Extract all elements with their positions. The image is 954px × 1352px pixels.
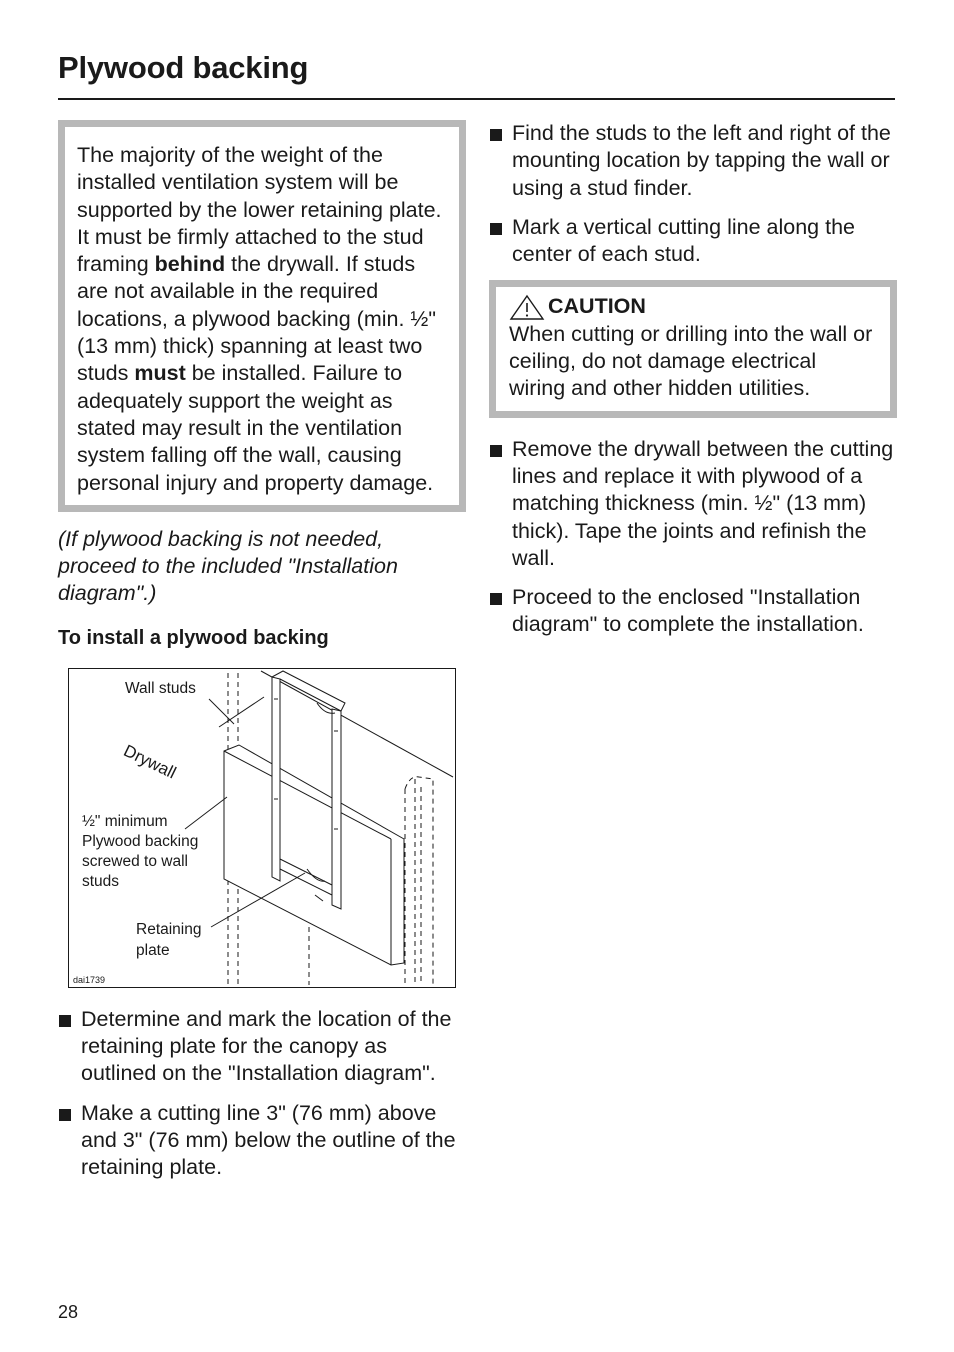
page-number: 28: [58, 1302, 79, 1322]
page-title: Plywood backing: [58, 50, 309, 85]
warning-box: [58, 120, 466, 512]
square-bullet-icon: [490, 223, 502, 235]
list-item: [489, 436, 897, 572]
title-divider: [58, 98, 895, 100]
right-bullet-list-bottom: [489, 436, 897, 639]
right-bullet-list-top: [489, 120, 897, 268]
label-plywood-line2: Plywood backing: [82, 832, 199, 850]
left-bullet-list: [58, 1006, 466, 1182]
warning-bold-must: must: [134, 361, 186, 386]
list-item: [489, 120, 897, 202]
warning-triangle-icon: [509, 294, 545, 320]
square-bullet-icon: [490, 445, 502, 457]
warning-text-part1: The majority of the weight of the installed ventilation system will be supported by the lower retaining plate. It must be firmly attached to the stud framing: [77, 143, 442, 277]
label-plywood-line4: studs: [82, 872, 120, 890]
list-item: [489, 584, 897, 639]
square-bullet-icon: [490, 129, 502, 141]
square-bullet-icon: [59, 1109, 71, 1121]
italic-note: (If plywood backing is not needed, proceed to the included "Installation diagram".): [58, 526, 398, 606]
label-wall-studs: Wall studs: [125, 679, 196, 697]
bullet-text: Proceed to the enclosed "Installation diagram" to complete the installation.: [512, 585, 864, 637]
label-plywood-line1: ½" minimum: [82, 812, 168, 830]
label-drywall: Drywall: [120, 740, 180, 783]
caution-heading: CAUTION: [548, 294, 646, 319]
warning-bold-behind: behind: [154, 252, 226, 277]
bullet-text: Find the studs to the left and right of the mounting location by tapping the wall or using a stud finder.: [512, 121, 891, 200]
bullet-text: Remove the drywall between the cutting lines and replace it with plywood of a matching thickness (min. ½" (13 mm) thick). Tape the joints and refinish the wall.: [512, 436, 894, 570]
installation-figure: [68, 668, 456, 988]
bullet-text: Determine and mark the location of the retaining plate for the canopy as outlined on the "Installation diagram".: [81, 1006, 452, 1086]
right-column: [489, 120, 897, 651]
warning-text-part3: be installed. Failure to adequately support the weight as stated may result in the ventilation system falling off the wall, causing personal injury and property damage.: [77, 361, 434, 495]
list-item: [58, 1100, 466, 1182]
label-plywood-line3: screwed to wall: [82, 852, 188, 870]
label-plate-line2: plate: [136, 941, 170, 959]
warning-text-part2: the drywall. If studs are not available in the required locations, a plywood backing (min. ½" (13 mm) thick) spanning at least two studs: [77, 252, 436, 386]
bullet-text: Mark a vertical cutting line along the center of each stud.: [512, 214, 855, 267]
label-plate-line1: Retaining: [136, 920, 202, 938]
caution-text: When cutting or drilling into the wall or ceiling, do not damage electrical wiring and other hidden utilities.: [509, 321, 873, 401]
square-bullet-icon: [490, 593, 502, 605]
list-item: [58, 1006, 466, 1088]
caution-heading-row: [509, 293, 876, 320]
figure-code: dai1739: [73, 974, 106, 985]
subheading: To install a plywood backing: [58, 626, 329, 649]
square-bullet-icon: [59, 1015, 71, 1027]
caution-box: [489, 280, 897, 417]
list-item: [489, 214, 897, 269]
left-column: [58, 120, 466, 1194]
bullet-text: Make a cutting line 3" (76 mm) above and 3" (76 mm) below the outline of the retaining plate.: [81, 1100, 456, 1180]
